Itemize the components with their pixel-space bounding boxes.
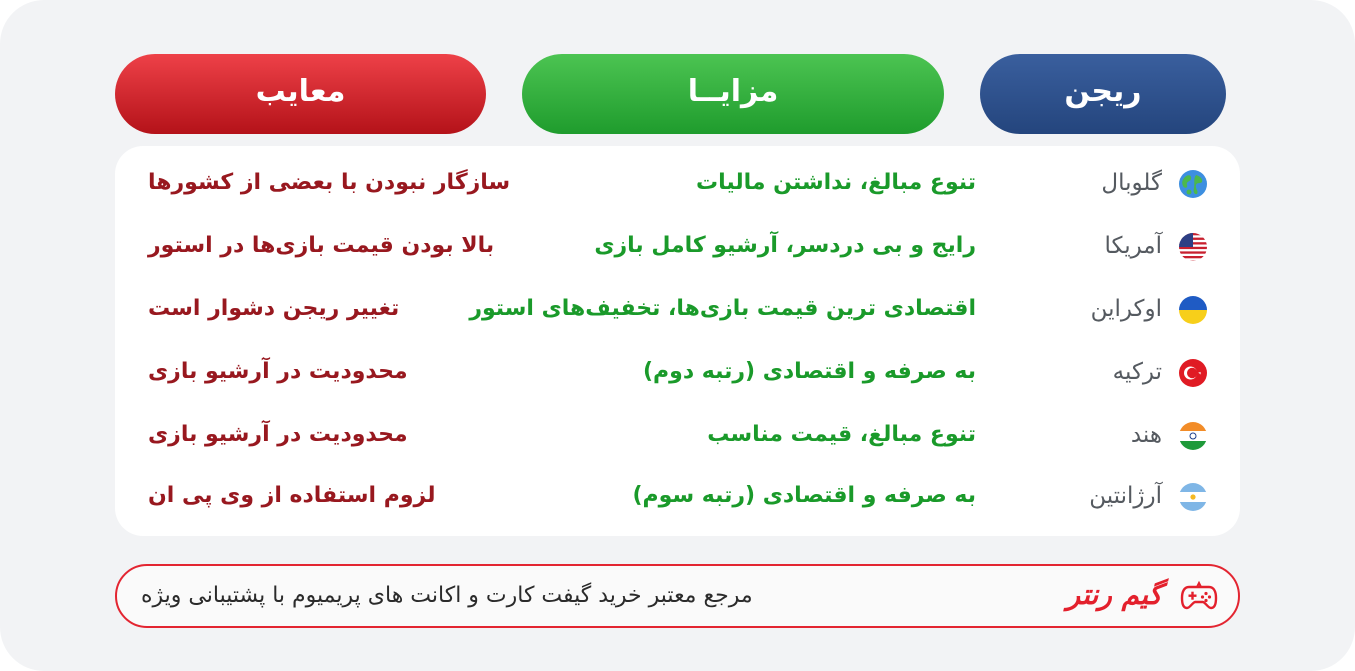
region-name: آمریکا xyxy=(1104,233,1162,259)
region-name: هند xyxy=(1130,422,1162,448)
table-row xyxy=(115,352,1240,392)
pros-header-label: مزایــا xyxy=(687,73,779,109)
turkey-flag-icon xyxy=(1178,358,1208,388)
ukraine-flag-icon xyxy=(1178,295,1208,325)
cons-text: سازگار نبودن با بعضی از کشورها xyxy=(148,170,511,195)
pros-text: رایج و بی دردسر، آرشیو کامل بازی xyxy=(594,233,976,258)
region-header xyxy=(980,54,1226,134)
region-name: آرژانتین xyxy=(1089,483,1162,509)
cons-header-label: معایب xyxy=(255,73,346,109)
brand-logo-text: گیم رنتر xyxy=(1066,578,1162,611)
cons-text: تغییر ریجن دشوار است xyxy=(148,296,400,321)
comparison-table xyxy=(115,146,1240,536)
table-row xyxy=(115,163,1240,203)
cons-text: لزوم استفاده از وی پی ان xyxy=(148,483,436,508)
us-flag-icon xyxy=(1178,232,1208,262)
footer-tagline: مرجع معتبر خرید گیفت کارت و اکانت های پریمیوم با پشتیبانی ویژه xyxy=(141,583,753,608)
pros-text: به صرفه و اقتصادی (رتبه سوم) xyxy=(632,483,976,508)
cons-text: محدودیت در آرشیو بازی xyxy=(148,359,408,384)
region-header-label: ریجن xyxy=(1064,73,1142,109)
pros-header xyxy=(522,54,944,134)
globe-icon xyxy=(1178,169,1208,199)
pros-text: اقتصادی ترین قیمت بازی‌ها، تخفیف‌های استور xyxy=(469,296,976,321)
cons-text: بالا بودن قیمت بازی‌ها در استور xyxy=(148,233,495,258)
cons-header xyxy=(115,54,486,134)
region-name: گلوبال xyxy=(1101,170,1162,196)
pros-text: تنوع مبالغ، نداشتن مالیات xyxy=(696,170,976,195)
table-row xyxy=(115,226,1240,266)
cons-text: محدودیت در آرشیو بازی xyxy=(148,422,408,447)
argentina-flag-icon xyxy=(1178,482,1208,512)
table-row xyxy=(115,476,1240,516)
table-row xyxy=(115,289,1240,329)
region-name: ترکیه xyxy=(1112,359,1162,385)
india-flag-icon xyxy=(1178,421,1208,451)
pros-text: تنوع مبالغ، قیمت مناسب xyxy=(707,422,976,447)
gamepad-icon xyxy=(1180,580,1218,612)
region-name: اوکراین xyxy=(1090,296,1162,322)
table-row xyxy=(115,415,1240,455)
pros-text: به صرفه و اقتصادی (رتبه دوم) xyxy=(642,359,976,384)
footer-banner xyxy=(115,564,1240,628)
